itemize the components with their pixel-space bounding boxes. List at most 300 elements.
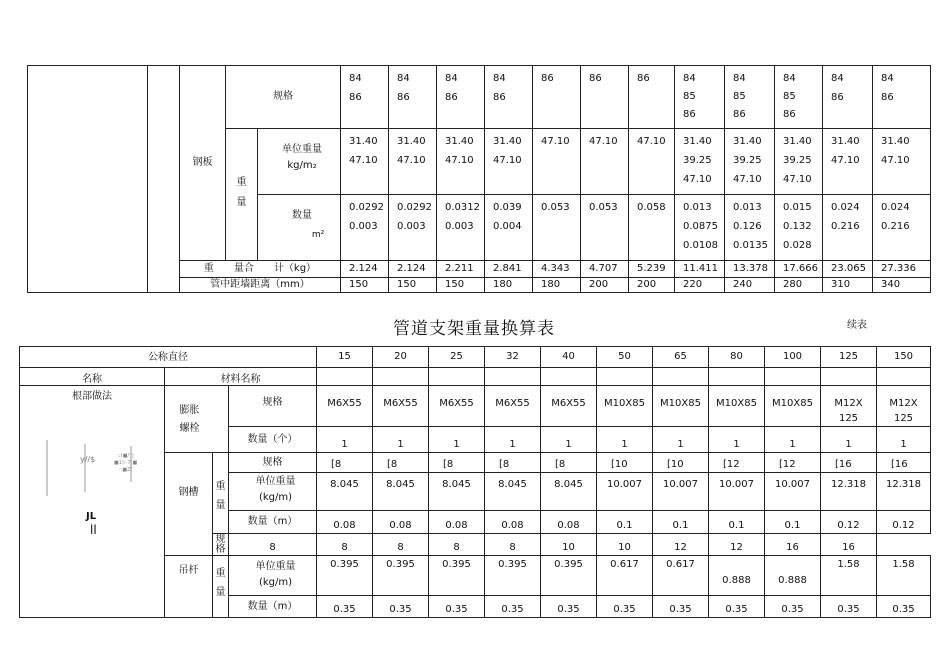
channel-spec-cell	[709, 453, 765, 473]
distance-value: 200	[589, 279, 609, 290]
bolt-label	[165, 386, 229, 453]
rod-spec-cell-value: 8	[341, 542, 348, 553]
channel-unit-cell-value: 8.045	[330, 479, 359, 490]
quantity-value: 0.028	[783, 240, 812, 251]
rod-spec-cell-value: 12	[730, 542, 743, 553]
rod-spec-cell-value: 16	[842, 542, 855, 553]
distance-cell	[725, 278, 775, 293]
quantity-value: 0.013	[683, 202, 712, 213]
rod-qty-cell-value: 0.35	[669, 604, 692, 615]
spec-cell	[725, 66, 775, 129]
rod-qty-cell-value: 0.35	[781, 604, 804, 615]
spec-text: 规格	[273, 91, 293, 102]
rod-unit-cell	[485, 556, 541, 596]
channel-qty-cell-value: 0.08	[389, 520, 412, 531]
rod-unit-cell-value: 0.395	[498, 559, 527, 570]
bolt-qty-cell-value: 1	[733, 439, 740, 450]
spec-text: 规格	[215, 533, 226, 555]
unit-weight-cell	[533, 129, 581, 195]
steel-plate-table	[27, 65, 931, 293]
rod-unit-cell-value: 0.395	[442, 559, 471, 570]
channel-qty-cell	[373, 511, 429, 534]
channel-unit-cell-value: 10.007	[663, 479, 698, 490]
nominal-diameter-text: 公称直径	[148, 352, 188, 363]
distance-value: 150	[397, 279, 417, 290]
diameter-header	[765, 347, 821, 368]
total-text: 重 量合 计（kg）	[203, 263, 317, 274]
rod-qty-cell	[597, 596, 653, 618]
bolt-qty-cell	[429, 427, 485, 453]
rod-unit-cell-value: 0.395	[386, 559, 415, 570]
rod-weight-label	[213, 556, 229, 618]
channel-spec-cell-value: [10	[611, 459, 628, 470]
total-cell	[725, 261, 775, 278]
spec-value: 86	[445, 92, 458, 103]
spec-value: 86	[589, 73, 602, 84]
diameter-header	[429, 347, 485, 368]
name-text: 名称	[82, 374, 102, 385]
bolt-spec-cell	[373, 386, 429, 427]
distance-value: 220	[683, 279, 703, 290]
unit-weight-cell	[775, 129, 823, 195]
name-label	[20, 368, 165, 386]
unit-weight-cell	[341, 129, 389, 195]
distance-value: 150	[445, 279, 465, 290]
quantity-value: 0.058	[637, 202, 666, 213]
steel-plate-label	[180, 66, 226, 261]
rod-unit-cell	[653, 556, 709, 596]
channel-spec-cell-value: [16	[891, 459, 908, 470]
rod-unit-cell	[317, 556, 373, 596]
spec-cell	[389, 66, 437, 129]
quantity-cell	[873, 195, 931, 261]
bolt-qty-cell	[877, 427, 931, 453]
rod-spec-cell-value: 8	[397, 542, 404, 553]
blank-cell	[541, 368, 597, 386]
rod-qty-label	[229, 596, 317, 618]
channel-qty-cell	[653, 511, 709, 534]
rod-spec-label	[213, 534, 229, 556]
blank-cell	[821, 368, 877, 386]
qty-m-text: 数量（m）	[247, 600, 298, 612]
bolt-spec-cell	[541, 386, 597, 427]
channel-qty-cell-value: 0.08	[445, 520, 468, 531]
bolt-spec-cell	[317, 386, 373, 427]
quantity-value: 0.132	[783, 221, 812, 232]
quantity-cell	[629, 195, 675, 261]
unit-weight-value: 47.10	[783, 174, 812, 185]
total-label	[180, 261, 341, 278]
rod-unit-cell-value: 0.888	[722, 575, 751, 586]
channel-qty-cell	[709, 511, 765, 534]
unit-weight-value: 31.40	[397, 136, 426, 147]
channel-spec-cell	[373, 453, 429, 473]
channel-spec-cell-value: [10	[667, 459, 684, 470]
spec-value: 84	[733, 73, 746, 84]
bolt-spec-cell	[597, 386, 653, 427]
quantity-cell	[437, 195, 485, 261]
blank-cell	[877, 368, 931, 386]
distance-cell	[485, 278, 533, 293]
channel-qty-cell-value: 0.08	[333, 520, 356, 531]
weight-text: 重量	[215, 481, 226, 511]
spec-value: 84	[397, 73, 410, 84]
distance-value: 150	[349, 279, 369, 290]
distance-value: 180	[493, 279, 513, 290]
unit-weight-label	[258, 129, 341, 195]
channel-unit-cell	[429, 473, 485, 511]
bolt-qty-cell	[821, 427, 877, 453]
channel-unit-cell	[821, 473, 877, 511]
channel-weight-label	[213, 453, 229, 534]
rod-qty-cell	[373, 596, 429, 618]
channel-unit-cell-value: 10.007	[607, 479, 642, 490]
channel-unit-cell	[653, 473, 709, 511]
channel-unit-cell	[877, 473, 931, 511]
diameter-value: 65	[674, 351, 687, 362]
bolt-qty-cell-value: 1	[397, 439, 404, 450]
unit-weight-cell	[437, 129, 485, 195]
page-title: 管道支架重量换算表	[393, 319, 555, 339]
distance-cell	[437, 278, 485, 293]
rod-spec-cell	[541, 534, 597, 556]
quantity-value: 0.0292	[349, 202, 384, 213]
spec-cell	[775, 66, 823, 129]
diameter-header	[485, 347, 541, 368]
bolt-qty-cell	[765, 427, 821, 453]
distance-cell	[873, 278, 931, 293]
spec-cell	[675, 66, 725, 129]
rod-qty-cell-value: 0.35	[333, 604, 356, 615]
blank-cell	[597, 368, 653, 386]
rod-qty-cell	[541, 596, 597, 618]
spec-value: 86	[881, 92, 894, 103]
distance-value: 280	[783, 279, 803, 290]
bolt-spec-cell	[821, 386, 877, 427]
unit-weight-value: 31.40	[733, 136, 762, 147]
material-name-text: 材料名称	[220, 374, 261, 385]
spec-value: 84	[783, 73, 796, 84]
spec-value: 84	[445, 73, 458, 84]
distance-cell	[629, 278, 675, 293]
bolt-text: 膨胀 螺栓	[179, 405, 200, 434]
rod-spec-cell	[429, 534, 485, 556]
bolt-qty-cell	[541, 427, 597, 453]
bolt-qty-cell-value: 1	[621, 439, 628, 450]
quantity-value: 0.015	[783, 202, 812, 213]
rod-unit-cell	[597, 556, 653, 596]
total-value: 2.124	[349, 263, 378, 274]
total-value: 23.065	[831, 263, 866, 274]
channel-qty-cell-value: 0.12	[837, 520, 860, 531]
spec-value: 85	[733, 91, 746, 102]
bolt-qty-cell-value: 1	[845, 439, 852, 450]
rod-qty-cell-value: 0.35	[613, 604, 636, 615]
channel-spec-cell-value: [8	[555, 459, 566, 470]
diameter-value: 40	[562, 351, 575, 362]
rod-unit-cell	[373, 556, 429, 596]
rod-qty-cell-value: 0.35	[389, 604, 412, 615]
quantity-value: 0.0875	[683, 221, 718, 232]
channel-unit-cell	[317, 473, 373, 511]
unit-weight-unit: (kg/m)	[258, 577, 293, 588]
bolt-spec-cell-value: M12X 125	[889, 398, 918, 424]
channel-unit-cell-value: 8.045	[498, 479, 527, 490]
total-cell	[581, 261, 629, 278]
unit-weight-cell	[485, 129, 533, 195]
bolt-spec-cell-value: M10X85	[772, 398, 813, 409]
rod-qty-cell-value: 0.35	[725, 604, 748, 615]
rod-spec-cell-value: 12	[674, 542, 687, 553]
diameter-header	[821, 347, 877, 368]
unit-weight-unit: kg/m₂	[287, 160, 317, 171]
channel-spec-cell-value: [8	[499, 459, 510, 470]
spec-value: 84	[831, 73, 844, 84]
quantity-cell	[389, 195, 437, 261]
quantity-cell	[581, 195, 629, 261]
bolt-qty-cell-value: 1	[677, 439, 684, 450]
spec-cell	[485, 66, 533, 129]
diameter-value: 15	[338, 351, 351, 362]
spec-label	[226, 66, 341, 129]
rod-text: 吊杆	[178, 565, 199, 576]
bolt-qty-cell	[373, 427, 429, 453]
unit-weight-value: 47.10	[397, 155, 426, 166]
quantity-value: 0.053	[589, 202, 618, 213]
spec-cell	[823, 66, 873, 129]
rod-unit-cell	[709, 556, 765, 596]
diameter-value: 80	[730, 351, 743, 362]
rod-unit-cell-value: 1.58	[892, 559, 915, 570]
quantity-label	[258, 195, 341, 261]
bolt-spec-cell-value: M6X55	[383, 398, 418, 409]
channel-spec-cell-value: [16	[835, 459, 852, 470]
spec-value: 86	[397, 92, 410, 103]
diameter-header	[709, 347, 765, 368]
channel-spec-cell	[485, 453, 541, 473]
weight-text: 重量	[215, 568, 226, 598]
spec-cell	[581, 66, 629, 129]
rod-unit-cell-value: 0.395	[330, 559, 359, 570]
quantity-value: 0.013	[733, 202, 762, 213]
bolt-qty-cell	[709, 427, 765, 453]
spec-value: 86	[493, 92, 506, 103]
rod-unit-cell	[429, 556, 485, 596]
unit-weight-cell	[675, 129, 725, 195]
total-cell	[533, 261, 581, 278]
quantity-cell	[725, 195, 775, 261]
distance-value: 180	[541, 279, 561, 290]
diameter-header	[373, 347, 429, 368]
diameter-header	[877, 347, 931, 368]
unit-weight-value: 47.10	[733, 174, 762, 185]
rod-qty-cell	[877, 596, 931, 618]
bolt-qty-cell-value: 1	[509, 439, 516, 450]
total-cell	[675, 261, 725, 278]
continued-label: 续表	[847, 320, 867, 331]
blank-cell	[148, 66, 180, 293]
diameter-value: 50	[618, 351, 631, 362]
blank-cell	[485, 368, 541, 386]
unit-weight-value: 31.40	[445, 136, 474, 147]
unit-weight-value: 47.10	[541, 136, 570, 147]
distance-cell	[389, 278, 437, 293]
rod-label	[165, 556, 213, 618]
bolt-spec-cell	[709, 386, 765, 427]
channel-unit-weight-label	[229, 473, 317, 511]
rod-spec-cell-value: 8	[453, 542, 460, 553]
rod-qty-cell	[709, 596, 765, 618]
channel-spec-cell	[765, 453, 821, 473]
spec-value: 84	[349, 73, 362, 84]
channel-qty-cell-value: 0.1	[672, 520, 689, 531]
rod-unit-cell-value: 0.888	[778, 575, 807, 586]
rod-qty-cell	[653, 596, 709, 618]
rod-qty-cell-value: 0.35	[837, 604, 860, 615]
bolt-spec-cell	[485, 386, 541, 427]
channel-qty-cell	[317, 511, 373, 534]
spec-value: 86	[733, 109, 746, 120]
channel-qty-label	[229, 511, 317, 534]
bolt-qty-cell-value: 1	[900, 439, 907, 450]
total-cell	[873, 261, 931, 278]
bolt-spec-cell	[765, 386, 821, 427]
quantity-value: 0.003	[397, 221, 426, 232]
blank-cell	[317, 368, 373, 386]
sketch-text-d: ll	[90, 523, 97, 537]
total-value: 2.211	[445, 263, 474, 274]
sketch-text-c: JL	[86, 511, 97, 522]
weight-text: 重量	[236, 177, 247, 208]
quantity-value: 0.216	[881, 221, 910, 232]
quantity-value: 0.003	[349, 221, 378, 232]
rod-spec-cell-value: 16	[786, 542, 799, 553]
spec-value: 85	[783, 91, 796, 102]
total-cell	[629, 261, 675, 278]
unit-weight-value: 47.10	[881, 155, 910, 166]
quantity-value: 0.039	[493, 202, 522, 213]
spec-cell	[533, 66, 581, 129]
channel-spec-label	[229, 453, 317, 473]
sketch-text-b: ::(■/'') ■1):-7(■ ::■Z/	[114, 453, 138, 473]
diameter-header	[317, 347, 373, 368]
channel-spec-cell	[541, 453, 597, 473]
bolt-spec-cell-value: M10X85	[604, 398, 645, 409]
channel-qty-cell-value: 0.08	[557, 520, 580, 531]
bolt-qty-label	[229, 427, 317, 453]
bolt-spec-cell-value: M10X85	[716, 398, 757, 409]
diameter-header	[597, 347, 653, 368]
root-method-cell	[20, 386, 165, 618]
rod-unit-cell-value: 0.617	[610, 559, 639, 570]
channel-qty-cell	[765, 511, 821, 534]
total-value: 4.343	[541, 263, 570, 274]
channel-unit-cell-value: 8.045	[386, 479, 415, 490]
quantity-value: 0.0312	[445, 202, 480, 213]
distance-value: 200	[637, 279, 657, 290]
rod-unit-cell-value: 0.617	[666, 559, 695, 570]
unit-weight-value: 47.10	[349, 155, 378, 166]
total-cell	[341, 261, 389, 278]
unit-weight-text: 单位重量	[255, 476, 296, 487]
channel-qty-cell-value: 0.1	[616, 520, 633, 531]
channel-qty-cell	[429, 511, 485, 534]
rod-spec-cell-value: 10	[562, 542, 575, 553]
channel-unit-cell-value: 8.045	[442, 479, 471, 490]
rod-qty-cell-value: 0.35	[557, 604, 580, 615]
nominal-diameter-label	[20, 347, 317, 368]
support-weight-table	[19, 346, 931, 618]
unit-weight-cell	[873, 129, 931, 195]
channel-spec-cell	[429, 453, 485, 473]
unit-weight-value: 47.10	[637, 136, 666, 147]
spec-value: 86	[683, 109, 696, 120]
quantity-cell	[341, 195, 389, 261]
diameter-value: 150	[893, 351, 914, 362]
unit-weight-value: 31.40	[683, 136, 712, 147]
unit-weight-unit: (kg/m)	[258, 492, 293, 503]
unit-weight-cell	[823, 129, 873, 195]
qty-pieces-text: 数量（个）	[247, 433, 298, 445]
blank-cell	[373, 368, 429, 386]
bolt-qty-cell-value: 1	[453, 439, 460, 450]
rod-spec-cell-value: 8	[509, 542, 516, 553]
rod-qty-cell-value: 0.35	[445, 604, 468, 615]
quantity-value: 0.0108	[683, 240, 718, 251]
rod-qty-cell	[821, 596, 877, 618]
quantity-value: 0.126	[733, 221, 762, 232]
rod-qty-cell	[765, 596, 821, 618]
unit-weight-text: 单位重量	[255, 561, 296, 572]
distance-label	[180, 278, 341, 293]
rod-unit-weight-label	[229, 556, 317, 596]
rod-spec-cell-value: 8	[269, 542, 276, 553]
spec-cell	[873, 66, 931, 129]
rod-qty-cell	[485, 596, 541, 618]
unit-weight-value: 47.10	[445, 155, 474, 166]
root-method-label: 根部做法	[72, 391, 112, 402]
rod-unit-cell	[877, 556, 931, 596]
channel-label	[165, 453, 213, 556]
channel-qty-cell-value: 0.12	[892, 520, 915, 531]
quantity-text: 数量	[292, 210, 312, 221]
quantity-value: 0.004	[493, 221, 522, 232]
bolt-spec-cell-value: M12X 125	[834, 398, 863, 424]
bolt-qty-cell	[597, 427, 653, 453]
channel-unit-cell-value: 12.318	[886, 479, 921, 490]
distance-value: 340	[881, 279, 901, 290]
quantity-value: 0.216	[831, 221, 860, 232]
rod-spec-cell	[373, 534, 429, 556]
blank-cell	[653, 368, 709, 386]
channel-qty-cell-value: 0.08	[501, 520, 524, 531]
channel-spec-cell	[597, 453, 653, 473]
unit-weight-value: 31.40	[493, 136, 522, 147]
bolt-qty-cell	[653, 427, 709, 453]
channel-spec-cell	[821, 453, 877, 473]
diameter-header	[653, 347, 709, 368]
quantity-value: 0.003	[445, 221, 474, 232]
channel-qty-cell-value: 0.1	[784, 520, 801, 531]
channel-spec-cell-value: [12	[723, 459, 740, 470]
bolt-spec-cell-value: M6X55	[327, 398, 362, 409]
total-value: 2.841	[493, 263, 522, 274]
rod-spec-cell	[765, 534, 821, 556]
unit-weight-cell	[389, 129, 437, 195]
total-cell	[485, 261, 533, 278]
rod-qty-cell-value: 0.35	[501, 604, 524, 615]
distance-value: 310	[831, 279, 851, 290]
